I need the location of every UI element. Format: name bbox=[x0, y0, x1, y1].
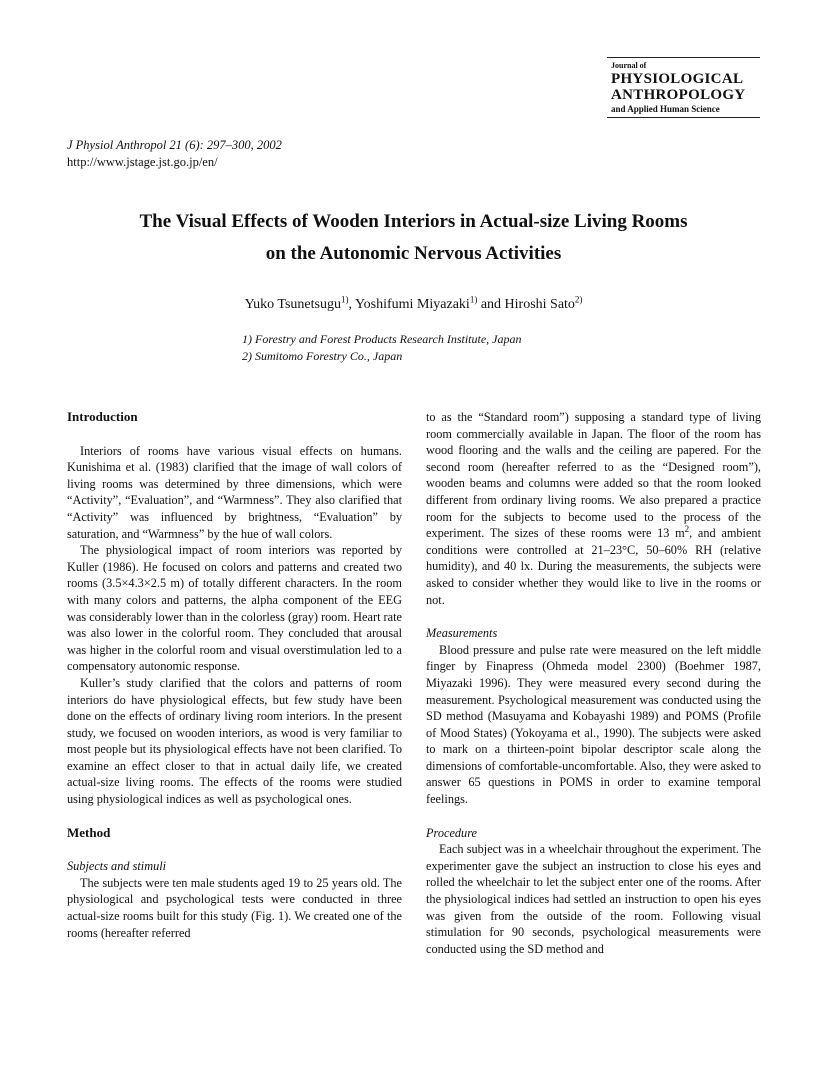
affiliation-2: 2) Sumitomo Forestry Co., Japan bbox=[242, 349, 403, 363]
procedure-paragraph-1: Each subject was in a wheelchair throughout the experiment. The experimenter gave the subject an instruction to close his eyes and rolled the wheelchair to let the subject enter one of the rooms. After the physiological indices had settled an instruction to open his eyes was given from the outside of the room. Following visual stimulation for 90 seconds, psychological measurements were conducted using the SD method and bbox=[426, 842, 761, 956]
journal-logo-line3: ANTHROPOLOGY bbox=[611, 87, 746, 103]
intro-paragraph-2: The physiological impact of room interiors was reported by Kuller (1986). He focused on colors and patterns and created two rooms (3.5×4.3×2.5 m) of totally different characters. In the room with many colors and patterns, the alpha component of the EEG was considerably lower than in the colorless (gray) room. Heart rate was also lower in the colorful room. They concluded that arousal was higher in the colorful room and visual overstimulation led to a compensatory autonomic response. bbox=[67, 543, 402, 674]
subsection-heading-measurements: Measurements bbox=[426, 626, 498, 641]
subsection-heading-subjects: Subjects and stimuli bbox=[67, 859, 167, 874]
author-list bbox=[0, 296, 827, 314]
subjects-text-part2: , and ambient conditions were controlled at 21–23°C, 50–60% RH (relative humidity), and 40 lx. During the measurements, the subjects were asked to consider whether they would like to live in the rooms or not. bbox=[426, 526, 761, 607]
paper-title bbox=[0, 206, 827, 270]
author-1: Yuko Tsunetsugu bbox=[244, 297, 341, 312]
paper-title-line1: The Visual Effects of Wooden Interiors in Actual-size Living Rooms bbox=[139, 211, 688, 232]
intro-paragraph-3: Kuller’s study clarified that the colors and patterns of room interiors do have physiological effects, but few study have been done on the effects of ordinary living room interiors. In the present study, we focused on wooden interiors, as wood is very familiar to most people but its physiological effects have not been clarified. To examine an effect closer to that in actual daily life, we created actual-size living rooms. The effects of the rooms were studied using physiological indices as well as psychological ones. bbox=[67, 675, 402, 807]
left-column bbox=[67, 409, 402, 941]
journal-url[interactable]: http://www.jstage.jst.go.jp/en/ bbox=[67, 155, 218, 169]
author-1-affil-mark: 1) bbox=[340, 294, 349, 305]
paper-title-line2: on the Autonomic Nervous Activities bbox=[265, 243, 562, 264]
section-heading-method: Method bbox=[67, 824, 111, 840]
author-2-affil-mark: 1) bbox=[469, 294, 478, 305]
subjects-text-part1: to as the “Standard room”) supposing a standard type of living room commercially available in Japan. The floor of the room has wood flooring and the walls and the ceiling are papered. For the second room (hereafter referred to as the “Designed room”), wooden beams and columns were added so that the room looked different from ordinary living rooms. We also prepared a practice room for the subjects to become used to the process of the experiment. The sizes of these rooms were 13 m bbox=[426, 410, 761, 541]
affiliation-1: 1) Forestry and Forest Products Research Institute, Japan bbox=[242, 332, 522, 346]
journal-logo-box bbox=[607, 57, 760, 118]
intro-paragraph-1: Interiors of rooms have various visual effects on humans. Kunishima et al. (1983) clarified that the image of wall colors of living rooms was determined by three dimensions, which were “Activity”, “Evaluation”, and “Warmness”. They also clarified that “Activity” was influenced by brightness, “Evaluation” by saturation, and “Warmness” by the hue of wall colors. bbox=[67, 443, 402, 541]
author-separator: , bbox=[348, 297, 355, 312]
journal-logo-line2: PHYSIOLOGICAL bbox=[611, 71, 744, 87]
subjects-paragraph-continued bbox=[426, 409, 761, 608]
measurements-paragraph-1: Blood pressure and pulse rate were measured on the left middle finger by Finapress (Ohmeda model 2300) (Boehmer 1987, Miyazaki 1996). They were measured every second during the measurement. Psychological measurement was conducted using the SD method (Masuyama and Kobayashi 1989) and POMS (Profile of Mood States) (Yokoyama et al., 1990). The subjects were asked to mark on a thirteen-point bipolar descriptor scale along the dimensions of comfortable-uncomfortable. Also, they were asked to answer 65 questions in POMS in order to examine temporal feelings. bbox=[426, 642, 761, 807]
author-3: Hiroshi Sato bbox=[504, 297, 575, 312]
section-heading-introduction: Introduction bbox=[67, 409, 138, 424]
journal-reference: J Physiol Anthropol 21 (6): 297–300, 2002 bbox=[67, 138, 282, 152]
author-separator: and bbox=[477, 297, 505, 312]
subjects-paragraph-1: The subjects were ten male students aged 19 to 25 years old. The physiological and psychological tests were conducted in three actual-size rooms built for this study (Fig. 1). We created one of the rooms (hereafter referred bbox=[67, 875, 402, 940]
area-unit-superscript: 2 bbox=[684, 524, 690, 535]
author-2: Yoshifumi Miyazaki bbox=[354, 297, 470, 312]
author-3-affil-mark: 2) bbox=[574, 294, 583, 305]
journal-logo-line1: Journal of bbox=[611, 61, 647, 70]
subsection-heading-procedure: Procedure bbox=[426, 825, 477, 840]
affiliation-list bbox=[242, 331, 522, 365]
citation-block bbox=[67, 137, 282, 171]
right-column bbox=[426, 409, 761, 957]
journal-logo-line4: and Applied Human Science bbox=[611, 104, 720, 114]
